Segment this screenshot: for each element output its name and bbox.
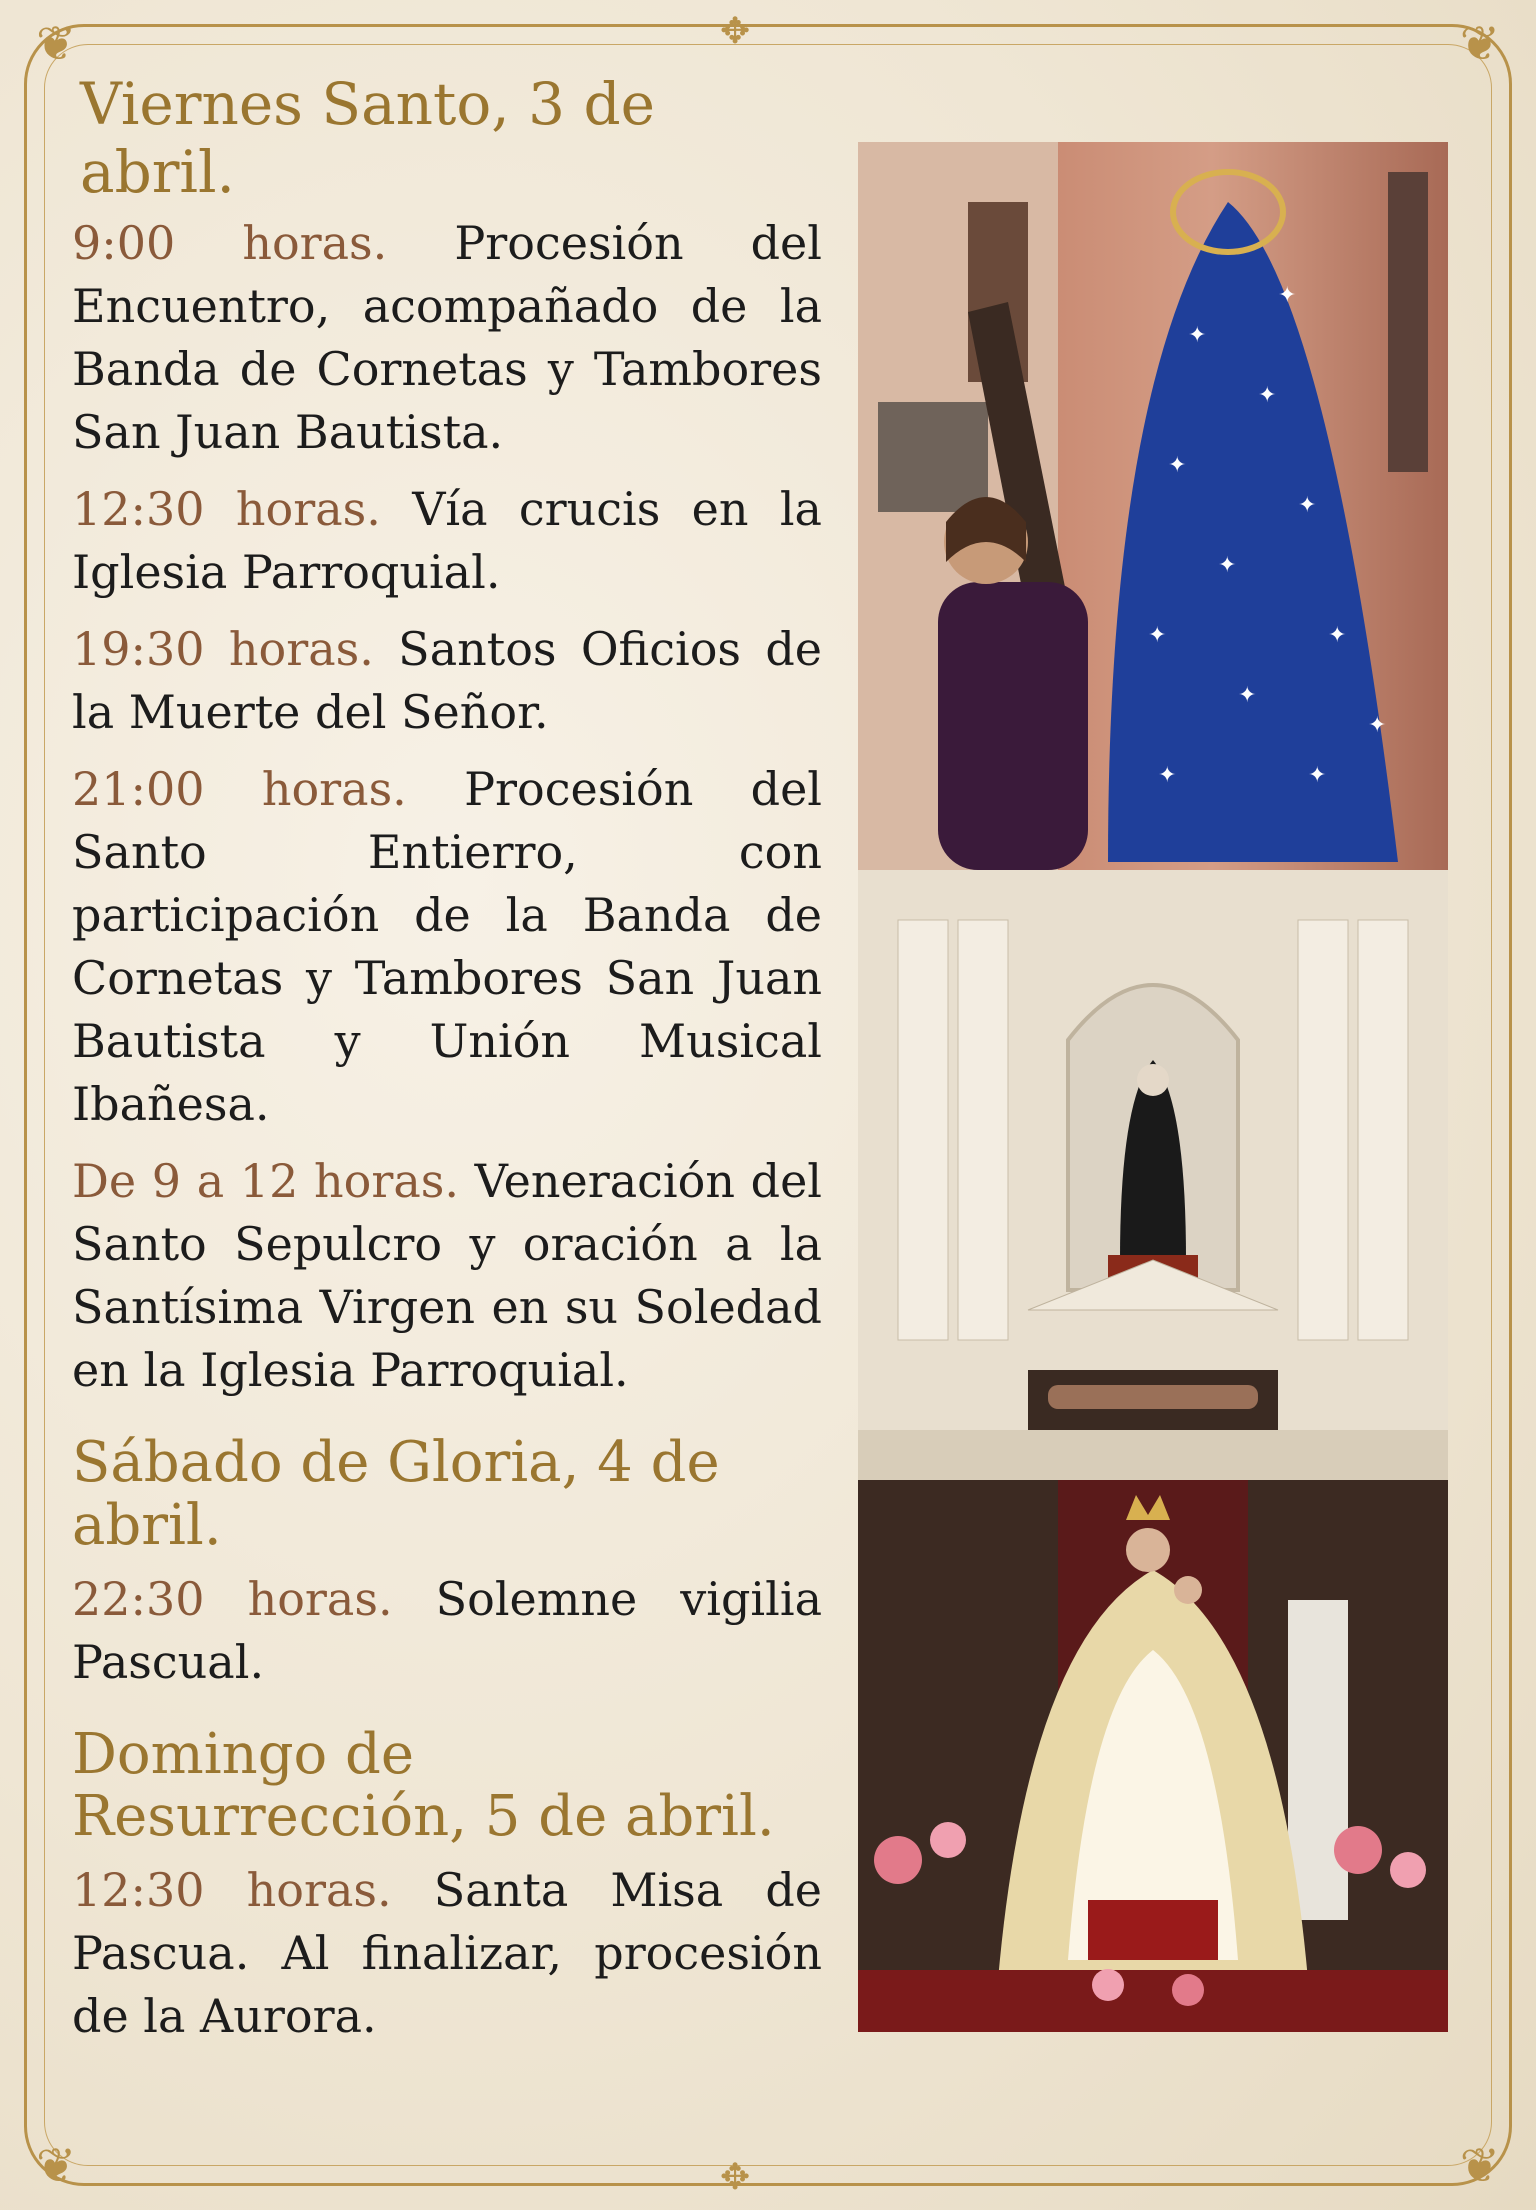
photo-virgin-aurora bbox=[858, 1480, 1448, 2032]
schedule-text-column bbox=[72, 70, 822, 2062]
entry-time: 12:30 horas. bbox=[72, 1863, 392, 1918]
svg-text:✦: ✦ bbox=[1368, 713, 1387, 738]
entry-text: Santa Misa de Pascua. Al finalizar, procesión de la Aurora. bbox=[72, 1863, 822, 2044]
svg-text:✦: ✦ bbox=[1168, 453, 1187, 478]
photo-altar-soledad bbox=[858, 870, 1448, 1480]
svg-text:✦: ✦ bbox=[1188, 323, 1207, 348]
corner-flourish-icon: ❦ bbox=[36, 16, 77, 72]
corner-flourish-icon: ❦ bbox=[1459, 2138, 1500, 2194]
entry-time: 9:00 horas. bbox=[72, 216, 388, 270]
altar-illustration bbox=[858, 870, 1448, 1480]
section-heading-viernes: Viernes Santo, 3 de abril. bbox=[80, 70, 655, 206]
virgin-illustration bbox=[858, 1480, 1448, 2032]
schedule-entry bbox=[72, 478, 822, 604]
bottom-ornament-icon: ✥ bbox=[720, 2157, 751, 2198]
svg-text:✦: ✦ bbox=[1278, 283, 1297, 308]
section-heading-sabado: Sábado de Gloria, 4 de abril. bbox=[72, 1430, 720, 1558]
entry-text: Procesión del Encuentro, acompañado de la Banda de Cornetas y Tambores San Juan Bautista. bbox=[72, 216, 822, 460]
entry-time: De 9 a 12 horas. bbox=[72, 1154, 459, 1209]
section-heading-domingo: Domingo de Resurrección, 5 de abril. bbox=[72, 1721, 775, 1850]
schedule-entry bbox=[72, 758, 822, 1136]
entry-text: Solemne vigilia Pascual. bbox=[72, 1571, 822, 1689]
schedule-entry bbox=[72, 1859, 822, 2048]
svg-text:✦: ✦ bbox=[1308, 763, 1327, 788]
entry-text: Vía crucis en la Iglesia Parroquial. bbox=[72, 482, 822, 600]
blue-mantle bbox=[1108, 202, 1398, 862]
corner-flourish-icon: ❦ bbox=[36, 2138, 77, 2194]
svg-text:✦: ✦ bbox=[1238, 683, 1257, 708]
top-ornament-icon: ✥ bbox=[720, 11, 751, 52]
schedule-entry bbox=[72, 212, 822, 464]
svg-text:✦: ✦ bbox=[1298, 493, 1317, 518]
svg-text:✦: ✦ bbox=[1158, 763, 1177, 788]
svg-text:✦: ✦ bbox=[1258, 383, 1277, 408]
entry-text: Veneración del Santo Sepulcro y oración a la Santísima Virgen en su Soledad en la Iglesia Parroquial. bbox=[72, 1154, 823, 1398]
svg-text:✦: ✦ bbox=[1328, 623, 1347, 648]
photo-procession-figures bbox=[858, 142, 1448, 870]
schedule-entry bbox=[72, 1568, 822, 1694]
entry-time: 12:30 horas. bbox=[72, 482, 381, 537]
entry-time: 21:00 horas. bbox=[72, 762, 407, 817]
schedule-entry bbox=[72, 618, 822, 744]
svg-text:✦: ✦ bbox=[1218, 553, 1237, 578]
photo-collage bbox=[858, 142, 1448, 2032]
schedule-entry bbox=[72, 1150, 822, 1402]
svg-text:✦: ✦ bbox=[1148, 623, 1167, 648]
entry-text: Procesión del Santo Entierro, con participación de la Banda de Cornetas y Tambores San Juan Bautista y Unión Musical Ibañesa. bbox=[72, 762, 822, 1132]
entry-time: 22:30 horas. bbox=[72, 1571, 393, 1626]
procession-illustration bbox=[858, 142, 1448, 870]
corner-flourish-icon: ❦ bbox=[1459, 16, 1500, 72]
entry-time: 19:30 horas. bbox=[72, 622, 374, 677]
entry-text: Santos Oficios de la Muerte del Señor. bbox=[72, 622, 822, 740]
